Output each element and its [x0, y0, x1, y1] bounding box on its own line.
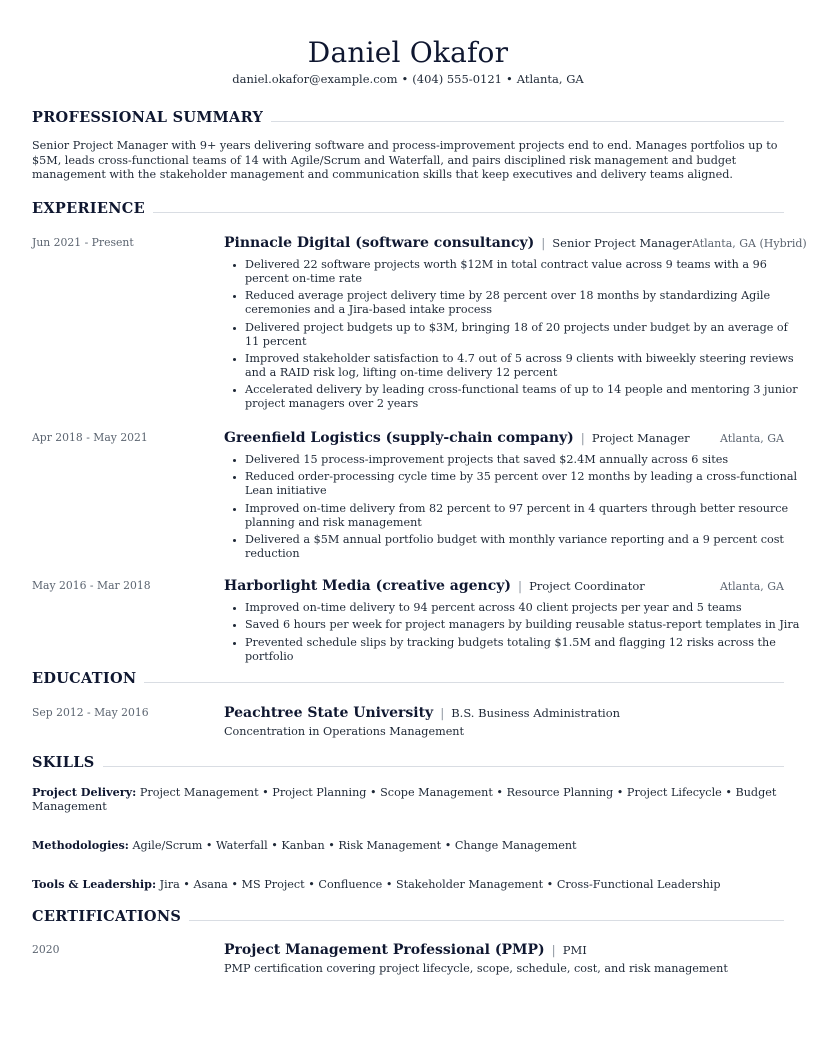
skill-category: Project Delivery: — [32, 785, 137, 799]
skill-category: Methodologies: — [32, 838, 129, 852]
candidate-name: Daniel Okafor — [307, 36, 509, 69]
job-bullets — [224, 453, 805, 564]
section-divider — [144, 682, 784, 683]
education-degree: B.S. Business Administration — [451, 706, 621, 720]
job-employer: Greenfield Logistics (supply-chain company) — [224, 430, 574, 446]
job-bullet: • Improved stakeholder satisfaction to 4.7 out of 5 across 9 clients with biweekly steering reviews and a RAID risk log, lifting on-time delivery 12 percent — [245, 352, 805, 380]
contact-separator: • — [401, 72, 409, 86]
job-header — [224, 235, 807, 251]
job-bullet: • Delivered a $5M annual portfolio budget with monthly variance reporting and a 9 percent cost reduction — [245, 533, 805, 561]
job-bullets — [224, 258, 805, 414]
job-bullet: • Delivered 22 software projects worth $12M in total contract value across 9 teams with a 96 percent on-time rate — [245, 258, 805, 286]
skill-items: Project Management • Project Planning • Scope Management • Resource Planning • Project Lifecycle • Budget Management — [32, 786, 777, 813]
job-bullet: • Reduced order-processing cycle time by 35 percent over 12 months by leading a cross-functional Lean initiative — [245, 470, 805, 498]
education-header — [224, 705, 784, 721]
contact-phone: (404) 555-0121 — [412, 72, 502, 86]
summary-text: Senior Project Manager with 9+ years delivering software and process-improvement projects end to end. Manages portfolios up to $5M, leads cross-functional teams of 14 with Agile/Scrum and Waterfall, and pairs disciplined risk management and budget management with the stakeholder management and communication skills that keep executives and delivery teams aligned. — [32, 139, 778, 181]
certification-name: Project Management Professional (PMP) — [224, 942, 545, 958]
section-summary-heading — [32, 109, 784, 127]
education-school: Peachtree State University — [224, 705, 434, 721]
section-experience-heading — [32, 200, 784, 218]
resume-header — [0, 36, 816, 87]
contact-separator: • — [505, 72, 513, 86]
job-dates: Apr 2018 - May 2021 — [32, 431, 148, 444]
job-bullet: • Improved on-time delivery from 82 percent to 97 percent in 4 quarters through better resource planning and risk management — [245, 502, 805, 530]
job-title: Senior Project Manager — [552, 236, 692, 250]
certification-detail: PMP certification covering project lifecycle, scope, schedule, cost, and risk management — [224, 962, 728, 975]
skill-items: Jira • Asana • MS Project • Confluence • Stakeholder Management • Cross-Functional Leadership — [159, 878, 721, 891]
education-dates: Sep 2012 - May 2016 — [32, 706, 149, 719]
skill-group — [32, 785, 784, 814]
certification-year: 2020 — [32, 943, 60, 956]
job-bullet: • Prevented schedule slips by tracking budgets totaling $1.5M and flagging 12 risks across the portfolio — [245, 636, 805, 664]
education-divider: | — [440, 706, 445, 720]
job-employer: Pinnacle Digital (software consultancy) — [224, 235, 535, 251]
job-bullet: • Delivered 15 process-improvement projects that saved $2.4M annually across 6 sites — [245, 453, 805, 467]
job-employer: Harborlight Media (creative agency) — [224, 578, 512, 594]
job-title: Project Manager — [591, 431, 690, 445]
job-bullet: • Improved on-time delivery to 94 percent across 40 client projects per year and 5 teams — [245, 601, 805, 615]
certification-divider: | — [551, 943, 556, 957]
section-certifications-heading — [32, 908, 784, 926]
job-dates: Jun 2021 - Present — [32, 236, 134, 249]
job-bullets — [224, 601, 805, 667]
job-location: Atlanta, GA — [719, 432, 784, 445]
job-header — [224, 430, 784, 446]
section-divider — [189, 920, 784, 921]
skill-group — [32, 877, 784, 892]
job-location: Atlanta, GA (Hybrid) — [691, 237, 807, 250]
section-title: SKILLS — [32, 754, 95, 771]
skill-group — [32, 838, 784, 853]
job-title: Project Coordinator — [529, 579, 645, 593]
job-divider: | — [518, 579, 523, 593]
section-title: CERTIFICATIONS — [32, 908, 182, 925]
skill-category: Tools & Leadership: — [32, 877, 157, 891]
section-divider — [103, 766, 784, 767]
job-header — [224, 578, 784, 594]
certification-header — [224, 942, 784, 958]
job-location: Atlanta, GA — [719, 580, 784, 593]
contact-location: Atlanta, GA — [516, 72, 584, 86]
job-divider: | — [580, 431, 585, 445]
job-dates: May 2016 - Mar 2018 — [32, 579, 151, 592]
education-detail: Concentration in Operations Management — [224, 725, 465, 738]
job-bullet: • Accelerated delivery by leading cross-functional teams of up to 14 people and mentoring 3 junior project managers over 2 years — [245, 383, 805, 411]
section-divider — [153, 212, 784, 213]
section-education-heading — [32, 670, 784, 688]
contact-email: daniel.okafor@example.com — [232, 72, 398, 86]
section-title: EDUCATION — [32, 670, 137, 687]
section-title: PROFESSIONAL SUMMARY — [32, 109, 264, 126]
certification-issuer: PMI — [562, 943, 587, 957]
section-title: EXPERIENCE — [32, 200, 145, 217]
job-bullet: • Reduced average project delivery time by 28 percent over 18 months by standardizing Agile ceremonies and a Jira-based intake process — [245, 289, 805, 317]
skill-items: Agile/Scrum • Waterfall • Kanban • Risk Management • Change Management — [132, 839, 577, 852]
section-divider — [271, 121, 784, 122]
job-divider: | — [541, 236, 546, 250]
job-bullet: • Saved 6 hours per week for project managers by building reusable status-report templates in Jira — [245, 618, 805, 632]
section-skills-heading — [32, 754, 784, 772]
job-bullet: • Delivered project budgets up to $3M, bringing 18 of 20 projects under budget by an average of 11 percent — [245, 321, 805, 349]
contact-line — [0, 71, 816, 87]
